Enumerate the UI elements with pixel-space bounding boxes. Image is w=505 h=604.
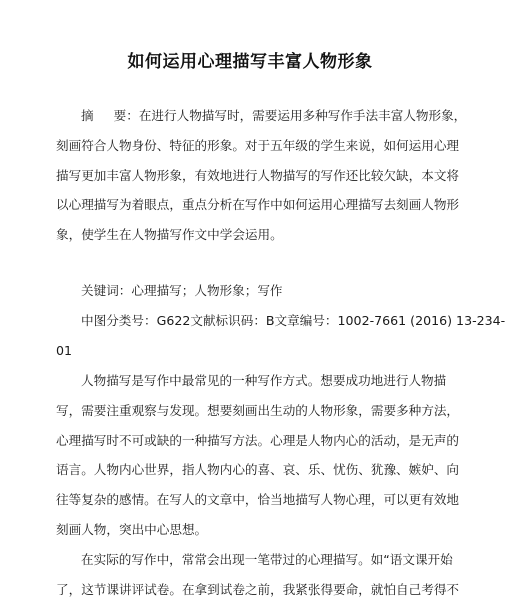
body-line: 了，这节课讲评试卷。在拿到试卷之前，我紧张得要命，就怕自己考得不 [56,581,459,597]
body-line: 写，需要注重观察与发现。想要刻画出生动的人物形象，需要多种方法， [56,402,459,418]
abstract-line: 刻画符合人物身份、特征的形象。对于五年级的学生来说，如何运用心理 [56,137,459,153]
abstract-label: 摘 要： [81,108,139,123]
body-line: 心理描写时不可或缺的一种描写方法。心理是人物内心的活动，是无声的 [56,432,459,448]
body-line: 刻画人物，突出中心思想。 [56,521,208,537]
body-line: 语言。人物内心世界，指人物内心的喜、哀、乐、忧伤、犹豫、嫉妒、向 [56,462,459,478]
abstract-text: 在进行人物描写时，需要运用多种写作手法丰富人物形象， [138,108,467,123]
keywords-section [56,276,442,306]
body-line: 人物描写是写作中最常见的一种写作方式。想要成功地进行人物描 [81,373,447,388]
abstract-line: 描写更加丰富人物形象，有效地进行人物描写的写作还比较欠缺，本文将 [56,167,459,183]
body-line: 在实际的写作中，常常会出现一笔带过的心理描写。如“语文课开始 [81,551,453,567]
abstract-line: 以心理描写为着眼点，重点分析在写作中如何运用心理描写去刻画人物形 [56,197,459,213]
body-section [56,366,459,604]
abstract-section [56,101,467,250]
classification-line: 中图分类号：G622文献标识码：B文章编号：1002-7661 (2016) 13-234- [81,313,505,328]
abstract-line: 象，使学生在人物描写作文中学会运用。 [56,227,283,243]
keywords-line: 关键词：心理描写；人物形象；写作 [81,283,283,298]
abstract-line [56,101,467,131]
document-title: 如何运用心理描写丰富人物形象 [127,52,373,72]
classification-line: 01 [56,342,73,358]
classification-section [56,306,505,366]
body-line: 往等复杂的感情。在写人的文章中，恰当地描写人物心理，可以更有效地 [56,492,459,508]
